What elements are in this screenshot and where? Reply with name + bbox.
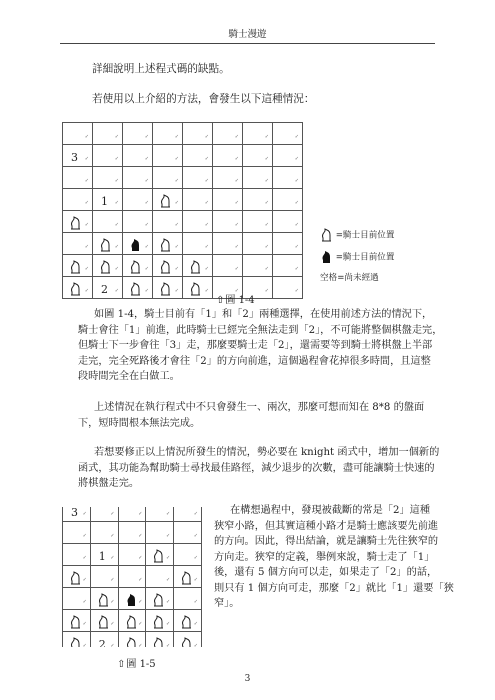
board-cell (243, 167, 273, 189)
board-row (63, 588, 202, 610)
figure-1-5 (62, 507, 202, 647)
board-row (63, 566, 202, 588)
figure-1-4 (62, 122, 303, 299)
board-cell (243, 123, 273, 145)
caption-arrow-icon: ⇧ (117, 659, 126, 670)
knight-outline-icon (97, 614, 109, 628)
board-cell (146, 588, 174, 610)
check-mark-icon: ✓ (138, 599, 143, 605)
check-mark-icon: ✓ (193, 511, 198, 517)
board-cell (243, 233, 273, 255)
legend-item-current (320, 250, 395, 264)
paragraph-line: 函式，其功能為幫助騎士尋找最佳路徑，減少退步的次數，盡可能讓騎士快速的 (78, 462, 435, 474)
knight-outline-icon (69, 215, 81, 229)
board-cell (174, 566, 202, 588)
intro-line-2: 若使用以上介紹的方法，會發生以下這種情況： (92, 93, 315, 105)
check-mark-icon: ✓ (264, 222, 269, 228)
figure-1-4-caption (216, 288, 255, 306)
check-mark-icon: ✓ (82, 599, 87, 605)
board-row (63, 211, 303, 233)
knight-filled-icon (320, 253, 336, 263)
check-mark-icon: ✓ (110, 511, 115, 517)
check-mark-icon: ✓ (144, 178, 149, 184)
check-mark-icon: ✓ (193, 577, 198, 583)
board-cell (93, 255, 123, 277)
page-header: 騎士漫遊 (228, 29, 267, 40)
knight-outline-icon (69, 259, 81, 273)
cell-number: 3 (71, 507, 78, 519)
board-cell (213, 189, 243, 211)
board-cell (93, 277, 123, 299)
board-cell (146, 610, 174, 632)
paragraph-line: 在構想過程中，發現被截斷的常是「2」這種 (230, 505, 431, 516)
board-cell (174, 588, 202, 610)
paragraph-line: 將棋盤走完。 (78, 478, 140, 489)
check-mark-icon: ✓ (84, 244, 89, 250)
check-mark-icon: ✓ (204, 200, 209, 206)
knight-outline-icon (152, 636, 164, 647)
board-cell (183, 167, 213, 189)
check-mark-icon: ✓ (264, 288, 269, 294)
board-cell (183, 211, 213, 233)
board-cell (153, 255, 183, 277)
board-cell (63, 610, 91, 632)
paragraph-line: 但騎士下一步會往「3」走，那麼要騎士走「2」，還需要等到騎士將棋盤上半部 (78, 340, 433, 351)
board-cell (123, 189, 153, 211)
check-mark-icon: ✓ (114, 288, 119, 294)
check-mark-icon: ✓ (165, 599, 171, 605)
knight-outline-icon (125, 614, 137, 628)
knight-outline-icon (125, 636, 137, 647)
check-mark-icon: ✓ (294, 288, 299, 294)
check-mark-icon: ✓ (84, 266, 89, 272)
board-cell (63, 277, 93, 299)
check-mark-icon: ✓ (204, 288, 209, 294)
check-mark-icon: ✓ (234, 200, 239, 206)
check-mark-icon: ✓ (174, 266, 179, 272)
knight-outline-icon (69, 636, 81, 647)
board-cell (63, 544, 91, 566)
check-mark-icon: ✓ (294, 156, 299, 162)
board-cell (146, 507, 174, 522)
knight-filled-icon (129, 237, 141, 251)
board-cell (123, 211, 153, 233)
cell-number: 1 (98, 550, 106, 563)
knight-outline-icon (97, 592, 109, 606)
check-mark-icon: ✓ (82, 577, 87, 583)
board-cell (93, 145, 123, 167)
board-row (63, 277, 303, 299)
board-cell (123, 277, 153, 299)
board-cell (213, 211, 243, 233)
board-cell (90, 632, 118, 648)
check-mark-icon: ✓ (294, 178, 299, 184)
intro-line-1: 詳細說明上述程式碼的缺點。 (92, 63, 230, 75)
check-mark-icon: ✓ (110, 577, 115, 583)
knight-outline-icon (152, 548, 164, 562)
board-cell (63, 632, 91, 648)
board-cell (273, 211, 303, 233)
paragraph-line: 段時間完全在白做工。 (78, 371, 180, 382)
board-cell (183, 233, 213, 255)
check-mark-icon: ✓ (110, 643, 115, 647)
board-cell (63, 522, 91, 544)
cell-number: 3 (71, 151, 78, 164)
check-mark-icon: ✓ (193, 555, 198, 561)
board-cell (213, 233, 243, 255)
board-cell (174, 522, 202, 544)
board-cell (123, 167, 153, 189)
paragraph-line: 的方向。因此，得出結論，就是讓騎士先往狹窄的 (214, 536, 439, 547)
check-mark-icon: ✓ (174, 288, 179, 294)
board-cell (63, 145, 93, 167)
check-mark-icon: ✓ (138, 555, 143, 561)
check-mark-icon: ✓ (204, 134, 209, 140)
board-cell (93, 167, 123, 189)
knight-outline-icon (180, 636, 192, 647)
check-mark-icon: ✓ (264, 178, 269, 184)
check-mark-icon: ✓ (193, 533, 198, 539)
check-mark-icon: ✓ (144, 244, 149, 250)
check-mark-icon: ✓ (193, 643, 198, 647)
check-mark-icon: ✓ (264, 244, 269, 250)
board-cell (213, 123, 243, 145)
board-cell (174, 632, 202, 648)
check-mark-icon: ✓ (174, 244, 179, 250)
check-mark-icon: ✓ (204, 222, 209, 228)
check-mark-icon: ✓ (294, 266, 299, 272)
check-mark-icon: ✓ (114, 222, 119, 228)
chess-board-1-4 (62, 122, 303, 299)
check-mark-icon: ✓ (294, 244, 299, 250)
check-mark-icon: ✓ (114, 266, 119, 272)
paragraph-line: 則只有 1 個方向可走，那麼「2」就比「1」還要「狹 (214, 582, 454, 594)
knight-outline-icon (69, 570, 81, 584)
knight-outline-icon (180, 614, 192, 628)
board-cell (273, 189, 303, 211)
knight-outline-icon (180, 570, 192, 584)
check-mark-icon: ✓ (114, 134, 119, 140)
check-mark-icon: ✓ (204, 178, 209, 184)
check-mark-icon: ✓ (82, 555, 87, 561)
knight-outline-icon (152, 614, 164, 628)
board-row (63, 610, 202, 632)
board-row (63, 544, 202, 566)
knight-outline-icon (189, 259, 201, 273)
board-cell (146, 566, 174, 588)
board-row (63, 123, 303, 145)
board-cell (123, 233, 153, 255)
legend-current-label: =騎士目前位置 (335, 252, 395, 263)
board-cell (213, 167, 243, 189)
check-mark-icon: ✓ (294, 200, 299, 206)
paragraph-line: 若想要修正以上情況所發生的情況，勢必要在 knight 函式中，增加一個新的 (94, 447, 440, 458)
board-cell (63, 167, 93, 189)
board-cell (243, 189, 273, 211)
check-mark-icon: ✓ (110, 555, 115, 561)
board-cell (118, 522, 146, 544)
board-cell (118, 507, 146, 522)
check-mark-icon: ✓ (204, 244, 209, 250)
check-mark-icon: ✓ (165, 511, 171, 517)
board-cell (93, 211, 123, 233)
board-cell (90, 610, 118, 632)
board-cell (118, 610, 146, 632)
board-cell (123, 255, 153, 277)
board-cell (90, 588, 118, 610)
board-cell (183, 189, 213, 211)
check-mark-icon: ✓ (82, 621, 87, 627)
board-cell (243, 255, 273, 277)
check-mark-icon: ✓ (193, 621, 198, 627)
check-mark-icon: ✓ (84, 200, 89, 206)
board-cell (90, 566, 118, 588)
board-cell (243, 211, 273, 233)
check-mark-icon: ✓ (138, 643, 143, 647)
board-cell (273, 233, 303, 255)
board-cell (174, 507, 202, 522)
board-cell (183, 145, 213, 167)
check-mark-icon: ✓ (144, 200, 149, 206)
check-mark-icon: ✓ (165, 533, 171, 539)
paragraph-line: 狹窄小路，但其實這種小路才是騎士應該要先前進 (214, 520, 439, 532)
paragraph-4 (214, 503, 454, 612)
knight-outline-icon (159, 237, 171, 251)
knight-outline-icon (69, 614, 81, 628)
check-mark-icon: ✓ (234, 266, 239, 272)
knight-filled-icon (125, 592, 137, 606)
check-mark-icon: ✓ (174, 156, 179, 162)
board-cell (118, 566, 146, 588)
board-cell (118, 588, 146, 610)
knight-outline-icon (129, 281, 141, 295)
check-mark-icon: ✓ (84, 222, 89, 228)
board-row (63, 167, 303, 189)
paragraph-line: 方向走。狹窄的定義，舉例來說，騎士走了「1」 (214, 551, 435, 563)
check-mark-icon: ✓ (174, 222, 179, 228)
paragraph-2 (78, 400, 424, 431)
board-cell (93, 233, 123, 255)
check-mark-icon: ✓ (138, 533, 143, 539)
legend-empty-label: 空格=尚未經過 (320, 273, 379, 283)
knight-outline-icon (99, 259, 111, 273)
check-mark-icon: ✓ (264, 134, 269, 140)
knight-outline-icon (129, 259, 141, 273)
board-cell (63, 233, 93, 255)
board-cell (153, 277, 183, 299)
check-mark-icon: ✓ (138, 511, 143, 517)
check-mark-icon: ✓ (82, 511, 87, 517)
check-mark-icon: ✓ (165, 577, 171, 583)
check-mark-icon: ✓ (138, 621, 143, 627)
paragraph-line: 下，短時間根本無法完成。 (78, 417, 201, 429)
check-mark-icon: ✓ (174, 178, 179, 184)
board-cell (90, 507, 118, 522)
check-mark-icon: ✓ (84, 288, 89, 294)
board-cell (174, 610, 202, 632)
paragraph-line: 走完，完全死路後才會往「2」的方向前進，這個過程會花掉很多時間，且這整 (78, 355, 431, 367)
check-mark-icon: ✓ (234, 178, 239, 184)
check-mark-icon: ✓ (82, 643, 87, 647)
check-mark-icon: ✓ (294, 222, 299, 228)
paragraph-line: 如圖 1-4，騎士目前有「1」和「2」兩種選擇，在使用前述方法的情況下， (94, 309, 433, 320)
check-mark-icon: ✓ (84, 134, 89, 140)
header-rule (60, 43, 435, 44)
knight-outline-icon (189, 281, 201, 295)
check-mark-icon: ✓ (110, 533, 115, 539)
board-cell (63, 507, 91, 522)
cell-number: 2 (98, 638, 106, 647)
board-cell (63, 123, 93, 145)
check-mark-icon: ✓ (264, 200, 269, 206)
check-mark-icon: ✓ (110, 621, 115, 627)
legend-visited-label: =騎士目前位置 (335, 230, 395, 241)
chess-board-1-5 (62, 507, 202, 647)
check-mark-icon: ✓ (204, 156, 209, 162)
check-mark-icon: ✓ (174, 200, 179, 206)
board-cell (123, 145, 153, 167)
board-cell (273, 277, 303, 299)
board-cell (63, 588, 91, 610)
board-cell (146, 522, 174, 544)
check-mark-icon: ✓ (193, 599, 198, 605)
board-cell (213, 145, 243, 167)
knight-outline-icon (69, 281, 81, 295)
check-mark-icon: ✓ (234, 134, 239, 140)
board-cell (63, 189, 93, 211)
board-row (63, 507, 202, 522)
board-cell (273, 145, 303, 167)
check-mark-icon: ✓ (234, 222, 239, 228)
board-cell (123, 123, 153, 145)
figure-1-5-caption (117, 655, 156, 670)
check-mark-icon: ✓ (114, 156, 119, 162)
board-row (63, 145, 303, 167)
caption-text: 圖 1-5 (126, 659, 156, 670)
board-cell (63, 255, 93, 277)
check-mark-icon: ✓ (165, 621, 171, 627)
knight-outline-icon (152, 592, 164, 606)
check-mark-icon: ✓ (144, 134, 149, 140)
check-mark-icon: ✓ (264, 156, 269, 162)
paragraph-line: 窄」。 (214, 598, 240, 609)
board-row (63, 189, 303, 211)
board-cell (118, 632, 146, 648)
cell-number: 2 (101, 283, 108, 296)
board-row (63, 255, 303, 277)
board-cell (93, 123, 123, 145)
board-cell (146, 632, 174, 648)
check-mark-icon: ✓ (234, 244, 239, 250)
knight-outline-icon (99, 237, 111, 251)
check-mark-icon: ✓ (84, 178, 89, 184)
board-cell (153, 211, 183, 233)
board-cell (213, 255, 243, 277)
check-mark-icon: ✓ (138, 577, 143, 583)
legend-item-visited (320, 228, 395, 242)
board-cell (90, 522, 118, 544)
paragraph-1 (78, 307, 442, 385)
board-cell (183, 277, 213, 299)
board-cell (90, 544, 118, 566)
board-cell (153, 167, 183, 189)
board-cell (153, 233, 183, 255)
cell-number: 1 (101, 195, 108, 208)
board-cell (273, 167, 303, 189)
board-cell (63, 566, 91, 588)
board-cell (183, 123, 213, 145)
board-cell (153, 123, 183, 145)
board-cell (63, 211, 93, 233)
check-mark-icon: ✓ (144, 156, 149, 162)
check-mark-icon: ✓ (144, 266, 149, 272)
board-cell (146, 544, 174, 566)
check-mark-icon: ✓ (114, 178, 119, 184)
caption-text: 圖 1-4 (225, 295, 255, 306)
board-row (63, 632, 202, 648)
board-row (63, 522, 202, 544)
board-cell (273, 123, 303, 145)
board-cell (243, 145, 273, 167)
check-mark-icon: ✓ (110, 599, 115, 605)
board-cell (174, 544, 202, 566)
paragraph-3 (78, 445, 439, 492)
check-mark-icon: ✓ (114, 200, 119, 206)
paragraph-line: 上述情況在執行程式中不只會發生一、兩次，那麼可想而知在 8*8 的盤面 (94, 402, 425, 413)
board-cell (118, 544, 146, 566)
check-mark-icon: ✓ (114, 244, 119, 250)
board-row (63, 233, 303, 255)
check-mark-icon: ✓ (84, 156, 89, 162)
board-cell (183, 255, 213, 277)
check-mark-icon: ✓ (174, 134, 179, 140)
check-mark-icon: ✓ (264, 266, 269, 272)
board-cell (273, 255, 303, 277)
knight-outline-icon (159, 259, 171, 273)
caption-arrow-icon: ⇧ (216, 295, 225, 306)
check-mark-icon: ✓ (82, 533, 87, 539)
check-mark-icon: ✓ (144, 222, 149, 228)
knight-outline-icon (320, 231, 336, 241)
check-mark-icon: ✓ (144, 288, 149, 294)
check-mark-icon: ✓ (234, 288, 239, 294)
paragraph-line: 騎士會往「1」前進，此時騎士已經完全無法走到「2」，不可能將整個棋盤走完， (78, 324, 443, 336)
check-mark-icon: ✓ (165, 555, 171, 561)
board-cell (153, 145, 183, 167)
knight-outline-icon (159, 193, 171, 207)
page-number: 3 (244, 674, 251, 684)
board-cell (153, 189, 183, 211)
knight-outline-icon (159, 281, 171, 295)
check-mark-icon: ✓ (294, 134, 299, 140)
check-mark-icon: ✓ (204, 266, 209, 272)
board-cell (93, 189, 123, 211)
check-mark-icon: ✓ (165, 643, 171, 647)
check-mark-icon: ✓ (234, 156, 239, 162)
paragraph-line: 後，還有 5 個方向可以走，如果走了「2」的話， (214, 567, 438, 578)
